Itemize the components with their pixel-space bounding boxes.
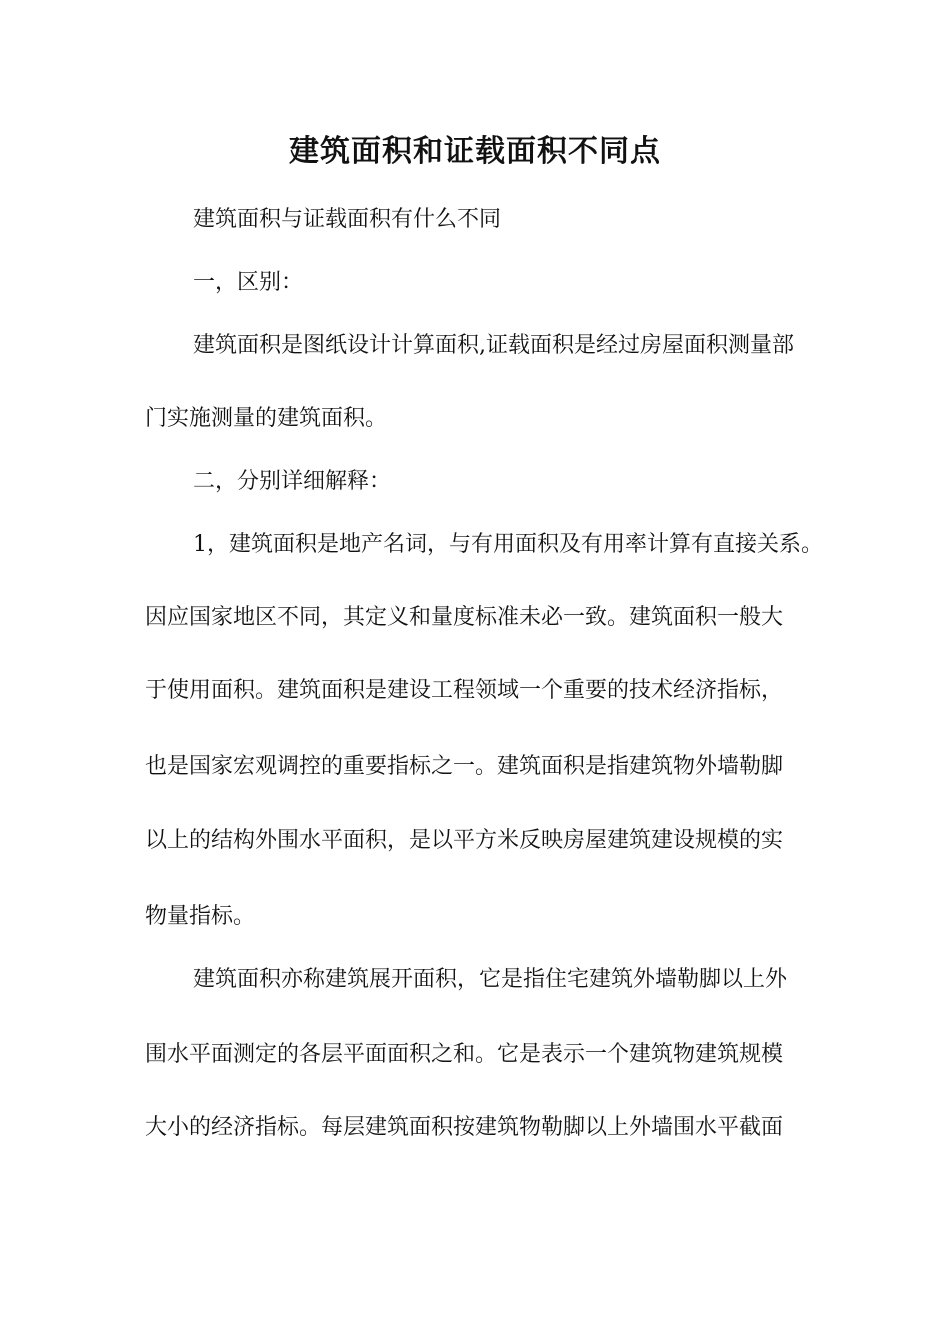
section-heading-difference: 一，区别：: [193, 270, 304, 295]
paragraph-line: 大小的经济指标。每层建筑面积按建筑物勒脚以上外墙围水平截面: [145, 1115, 784, 1140]
document-title: 建筑面积和证载面积不同点: [289, 134, 661, 169]
paragraph-line: 1，建筑面积是地产名词，与有用面积及有用率计算有直接关系。: [193, 532, 823, 557]
paragraph-line: 门实施测量的建筑面积。: [145, 406, 388, 431]
paragraph-line: 建筑面积是图纸设计计算面积,证载面积是经过房屋面积测量部: [193, 333, 794, 358]
paragraph-line: 于使用面积。建筑面积是建设工程领域一个重要的技术经济指标，: [145, 678, 784, 703]
paragraph-line: 物量指标。: [145, 904, 256, 929]
paragraph-line: 建筑面积亦称建筑展开面积，它是指住宅建筑外墙勒脚以上外: [193, 967, 788, 992]
paragraph-line: 也是国家宏观调控的重要指标之一。建筑面积是指建筑物外墙勒脚: [145, 754, 784, 779]
subtitle-question: 建筑面积与证载面积有什么不同: [193, 207, 502, 232]
paragraph-line: 因应国家地区不同，其定义和量度标准未必一致。建筑面积一般大: [145, 605, 784, 630]
paragraph-line: 围水平面测定的各层平面面积之和。它是表示一个建筑物建筑规模: [145, 1042, 784, 1067]
paragraph-line: 以上的结构外围水平面积，是以平方米反映房屋建筑建设规模的实: [145, 828, 784, 853]
section-heading-explanation: 二，分别详细解释：: [193, 469, 392, 494]
